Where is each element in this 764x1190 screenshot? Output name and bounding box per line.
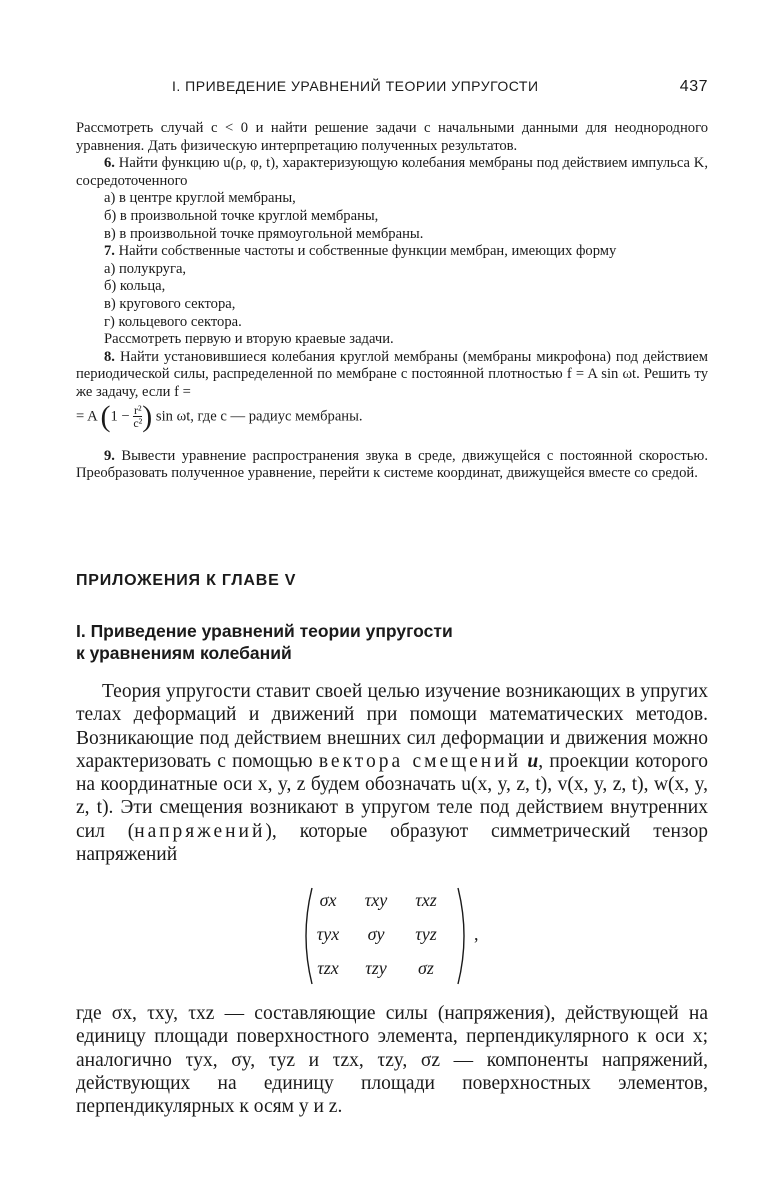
formula-denominator: c² (133, 416, 143, 430)
matrix-cell-2-3: τyz (415, 924, 437, 944)
problem-6-item-a: а) в центре круглой мембраны, (104, 190, 296, 207)
problem-6-item-b: б) в произвольной точке круглой мембраны, (104, 207, 379, 224)
para1-vector-u: u (527, 750, 539, 772)
formula-end: sin ωt, где c — радиус мембраны. (155, 407, 363, 424)
problem-7-item-c: в) кругового сектора, (104, 295, 236, 312)
matrix-cell-3-2: τzy (365, 958, 387, 978)
matrix-cell-2-2: σy (367, 924, 385, 944)
matrix-cell-1-1: σx (319, 890, 337, 910)
problem-6-number: 6. (104, 155, 115, 172)
section-title (76, 620, 708, 664)
matrix-right-paren (456, 886, 472, 986)
formula-one: 1 − (110, 407, 130, 424)
running-head-title: I. ПРИВЕДЕНИЕ УРАВНЕНИЙ ТЕОРИИ УПРУГОСТИ (172, 78, 539, 94)
formula-paren-close: ) (142, 399, 153, 433)
formula-numerator: r² (133, 403, 142, 417)
problem-7-number: 7. (104, 243, 115, 260)
para1-part-b: , проекции которого на координатные оси x, y, z будем обозначать u(x, y, z, t), v(x, y, z, t), w(x, y, z, t). Эти смещения возникают в упругом теле под действием внутренних сил ( (76, 750, 708, 842)
problem-8 (76, 349, 708, 402)
formula-paren-open: ( (100, 399, 111, 433)
problem-7-item-d: г) кольцевого сектора. (104, 313, 242, 330)
problem-8-formula (76, 399, 708, 442)
problem-9-text: Вывести уравнение распространения звука в среде, движущейся с постоянной скоростью. Преобразовать полученное уравнение, перейти к системе координат, движущейся вместе со средой. (76, 447, 708, 482)
para2-text: где σx, τxy, τxz — составляющие силы (напряжения), действующей на единицу площади поверхностного элемента, перпендикулярного к оси x; аналогично τyx, σy, τyz и τzx, τzy, σz — компоненты напряжений, действующих на единицу площади поверхностных элементов, перпендикулярных к осям y и z. (76, 1003, 708, 1118)
problem-8-number: 8. (104, 348, 115, 365)
problem-5-continuation: Рассмотреть случай c < 0 и найти решение задачи с начальными данными для неоднородного уравнения. Дать физическую интерпретацию полученных результатов. (76, 120, 708, 154)
problem-7-text: Найти собственные частоты и собственные функции мембран, имеющих форму (118, 243, 617, 260)
para1-part-c: ), которые образуют симметрический тензор напряжений (76, 820, 708, 866)
running-head (76, 78, 708, 98)
problem-9 (76, 448, 708, 483)
matrix-cell-3-3: σz (418, 958, 434, 978)
problem-6-item-c: в) в произвольной точке прямоугольной мембраны. (104, 225, 424, 242)
section-title-line-1: I. Приведение уравнений теории упругости (76, 621, 453, 641)
para1-term-displacement: вектора смещений (318, 750, 522, 772)
problems-block (76, 120, 708, 483)
formula-fraction (133, 404, 142, 429)
appendix-heading: ПРИЛОЖЕНИЯ К ГЛАВЕ V (76, 572, 297, 589)
problem-8-text: Найти установившиеся колебания круглой мембраны (мембраны микрофона) под действием периодической силы, распределенной по мембране с постоянной плотностью f = A sin ωt. Решить ту же задачу, если f = (76, 348, 708, 400)
body-paragraph-1 (76, 680, 708, 866)
problem-9-number: 9. (104, 447, 115, 464)
matrix-cell-3-1: τzx (317, 958, 339, 978)
problem-7-item-b: б) кольца, (104, 278, 166, 295)
problem-6-text: Найти функцию u(ρ, φ, t), характеризующую колебания мембраны под действием импульса K, сосредоточенного (76, 155, 708, 189)
matrix-cell-2-1: τyx (316, 924, 340, 944)
matrix-cell-1-2: τxy (364, 890, 388, 910)
formula-start: = A (76, 407, 97, 424)
problem-7 (76, 243, 708, 261)
problem-7-after: Рассмотреть первую и вторую краевые задачи. (104, 331, 394, 348)
problem-6 (76, 155, 708, 190)
para1-term-stresses: напряжений (134, 820, 266, 842)
section-title-line-2: к уравнениям колебаний (76, 643, 292, 663)
para1-part-a: Теория упругости ставит своей целью изучение возникающих в упругих телах деформаций и движений при помощи математических методов. Возникающие под действием внешних сил деформации и движения можно характеризовать с помощью (76, 681, 708, 772)
matrix-cell-1-3: τxz (415, 890, 437, 910)
page-number: 437 (679, 78, 708, 95)
body-paragraph-2 (76, 1002, 708, 1118)
matrix-comma: , (474, 924, 479, 944)
problem-7-item-a: а) полукруга, (104, 260, 187, 277)
stress-tensor-matrix (298, 886, 498, 986)
